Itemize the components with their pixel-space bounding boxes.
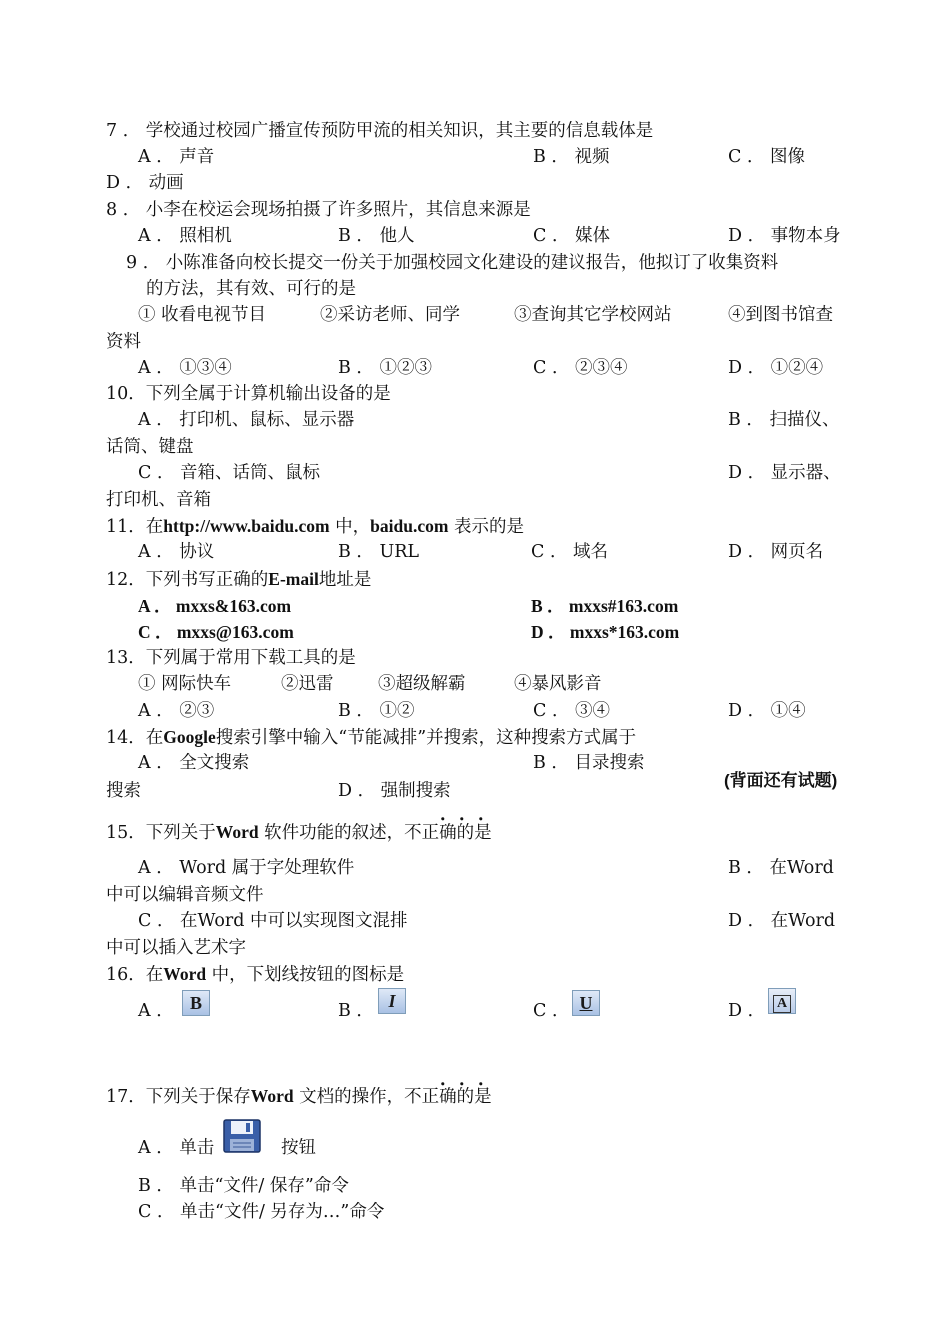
bold-icon: B — [182, 990, 210, 1016]
q11-option-b: B ． URL — [338, 542, 420, 562]
q13-item-2: ②迅雷 — [281, 674, 334, 694]
q12-option-b: B ． mxxs#163.com — [531, 596, 679, 616]
q16-option-a: A ． — [138, 1001, 174, 1021]
q7-stem: 7 ． 学校通过校园广播宣传预防甲流的相关知识，其主要的信息载体是 — [106, 121, 654, 141]
q12-stem-post: 地址是 — [318, 570, 372, 590]
q16-option-c: C ． — [533, 1001, 570, 1021]
q9-stem-line1: 9 ． 小陈准备向校长提交一份关于加强校园文化建设的建议报告，他拟订了收集资料 — [126, 253, 779, 273]
q11-stem-pre: 11．在 — [106, 517, 164, 537]
q16-stem — [106, 963, 404, 986]
q14-option-c-cont: 搜索 — [106, 781, 141, 801]
q15-stem-post: 软件功能的叙述，不正确的是 — [258, 823, 492, 843]
q10-option-a: A ． 打印机、鼠标、显示器 — [138, 410, 355, 430]
q17-stem-post: 文档的操作，不正确的是 — [293, 1087, 492, 1107]
q13-option-c: C ． ③④ — [533, 701, 611, 721]
q11-option-d: D ． 网页名 — [728, 542, 824, 562]
q13-item-1: ① 网际快车 — [138, 674, 232, 694]
q12-option-d: D ． mxxs*163.com — [531, 622, 680, 642]
q7-option-c: C ． 图像 — [728, 147, 806, 167]
q13-option-b: B ． ①② — [338, 701, 415, 721]
q13-option-a: A ． ②③ — [138, 701, 215, 721]
q11-option-a: A ． 协议 — [138, 542, 215, 562]
q10-stem: 10．下列全属于计算机输出设备的是 — [106, 384, 391, 404]
q16-stem-pre: 16．在 — [106, 965, 164, 985]
q15-option-c: C ． 在Word 中可以实现图文混排 — [138, 911, 408, 931]
q15-option-d-cont: 中可以插入艺术字 — [106, 938, 246, 958]
q12-stem-pre: 12．下列书写正确的 — [106, 570, 269, 590]
q9-item-3: ③查询其它学校网站 — [514, 305, 672, 325]
q16-option-b: B ． — [338, 1001, 374, 1021]
q13-option-d: D ． ①④ — [728, 701, 806, 721]
q7-option-a: A ． 声音 — [138, 147, 215, 167]
q8-stem: 8 ． 小李在校运会现场拍摄了许多照片，其信息来源是 — [106, 200, 531, 220]
q14-option-d: D ． 强制搜索 — [338, 781, 451, 801]
italic-icon: I — [378, 988, 406, 1014]
q7-option-d: D ． 动画 — [106, 173, 184, 193]
q17-emphasis-dots: ．．． — [440, 1069, 506, 1090]
q15-option-d: D ． 在Word — [728, 911, 836, 931]
underline-icon: U — [572, 990, 600, 1016]
q17-option-a-post: 按钮 — [281, 1138, 316, 1158]
q17-option-b: B ． 单击“文件/ 保存”命令 — [138, 1176, 349, 1196]
q14-stem-post: 搜索引擎中输入“节能减排”并搜索，这种搜索方式属于 — [215, 728, 637, 748]
q17-option-c: C ． 单击“文件/ 另存为…”命令 — [138, 1202, 385, 1222]
q17-word: Word — [250, 1086, 294, 1106]
q15-stem — [106, 821, 492, 844]
back-page-note: (背面还有试题) — [724, 771, 838, 790]
q14-google: Google — [163, 727, 216, 747]
q8-option-b: B ． 他人 — [338, 226, 415, 246]
q14-stem-pre: 14．在 — [106, 728, 164, 748]
q13-item-4: ④暴风影音 — [514, 674, 602, 694]
q9-item-4-cont: 资料 — [106, 332, 141, 352]
q12-stem — [106, 568, 371, 591]
q13-item-3: ③超级解霸 — [378, 674, 466, 694]
q17-option-a: A ． 单击 — [138, 1138, 215, 1158]
q13-stem: 13．下列属于常用下载工具的是 — [106, 648, 356, 668]
q15-option-b: B ． 在Word — [728, 858, 834, 878]
q9-stem-line2: 的方法，其有效、可行的是 — [146, 279, 356, 299]
font-color-icon: A — [768, 988, 796, 1014]
q9-item-1: ① 收看电视节目 — [138, 305, 267, 325]
q15-stem-pre: 15．下列关于 — [106, 823, 216, 843]
q10-option-d-cont: 打印机、音箱 — [106, 490, 211, 510]
q15-option-b-cont: 中可以编辑音频文件 — [106, 885, 264, 905]
q11-option-c: C ． 域名 — [531, 542, 609, 562]
q9-item-2: ②采访老师、同学 — [320, 305, 460, 325]
q9-option-a: A ． ①③④ — [138, 358, 232, 378]
q9-option-b: B ． ①②③ — [338, 358, 432, 378]
q14-option-b: B ． 目录搜索 — [533, 753, 645, 773]
q9-option-c: C ． ②③④ — [533, 358, 628, 378]
q16-word: Word — [163, 964, 207, 984]
save-floppy-icon — [222, 1118, 262, 1154]
q12-email: E-mail — [268, 569, 319, 589]
q14-stem — [106, 726, 636, 749]
q12-option-a: A ． mxxs&163.com — [138, 596, 292, 616]
q10-option-b-cont: 话筒、键盘 — [106, 437, 194, 457]
q11-stem-mid: 中， — [329, 517, 371, 537]
q8-option-a: A ． 照相机 — [138, 226, 232, 246]
q15-option-a: A ． Word 属于字处理软件 — [138, 858, 355, 878]
q15-emphasis-dots: ．．． — [440, 804, 506, 825]
q11-domain: baidu.com — [370, 516, 449, 536]
q12-option-c: C ． mxxs@163.com — [138, 622, 294, 642]
q14-option-a: A ． 全文搜索 — [138, 753, 250, 773]
q10-option-b: B ． 扫描仪、 — [728, 410, 840, 430]
q16-stem-post: 中，下划线按钮的图标是 — [206, 965, 405, 985]
q10-option-c: C ． 音箱、话筒、鼠标 — [138, 463, 321, 483]
q8-option-d: D ． 事物本身 — [728, 226, 841, 246]
q9-option-d: D ． ①②④ — [728, 358, 824, 378]
q17-stem-pre: 17．下列关于保存 — [106, 1087, 251, 1107]
q16-option-d: D ． — [728, 1001, 766, 1021]
q15-word: Word — [215, 822, 259, 842]
q10-option-d: D ． 显示器、 — [728, 463, 841, 483]
q11-url: http://www.baidu.com — [163, 516, 330, 536]
q11-stem-post: 表示的是 — [448, 517, 524, 537]
q17-stem — [106, 1085, 492, 1108]
q11-stem — [106, 515, 524, 538]
q8-option-c: C ． 媒体 — [533, 226, 611, 246]
q9-item-4: ④到图书馆查 — [728, 305, 833, 325]
q7-option-b: B ． 视频 — [533, 147, 610, 167]
